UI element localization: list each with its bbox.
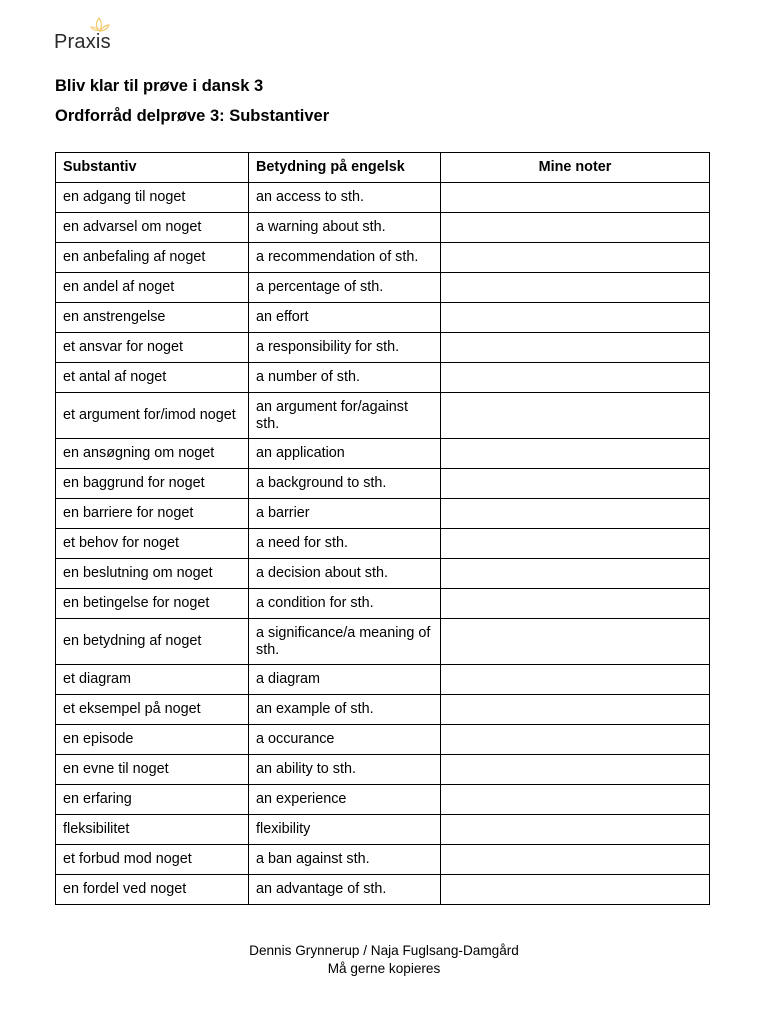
cell-betydning: an access to sth. — [249, 183, 441, 213]
cell-substantiv: en fordel ved noget — [56, 875, 249, 905]
table-row — [56, 815, 710, 845]
cell-mine-noter[interactable] — [441, 529, 710, 559]
cell-mine-noter[interactable] — [441, 785, 710, 815]
cell-substantiv: et forbud mod noget — [56, 845, 249, 875]
cell-mine-noter[interactable] — [441, 303, 710, 333]
cell-mine-noter[interactable] — [441, 875, 710, 905]
cell-betydning: flexibility — [249, 815, 441, 845]
table-row — [56, 213, 710, 243]
table-header-row — [56, 153, 710, 183]
cell-mine-noter[interactable] — [441, 213, 710, 243]
table-row — [56, 333, 710, 363]
cell-betydning: a ban against sth. — [249, 845, 441, 875]
cell-substantiv: en anstrengelse — [56, 303, 249, 333]
cell-mine-noter[interactable] — [441, 725, 710, 755]
cell-substantiv: en baggrund for noget — [56, 469, 249, 499]
cell-mine-noter[interactable] — [441, 333, 710, 363]
cell-mine-noter[interactable] — [441, 665, 710, 695]
cell-mine-noter[interactable] — [441, 559, 710, 589]
table-row — [56, 393, 710, 439]
table-row — [56, 303, 710, 333]
table-row — [56, 469, 710, 499]
vocabulary-table — [55, 152, 710, 905]
cell-betydning: a responsibility for sth. — [249, 333, 441, 363]
table-row — [56, 559, 710, 589]
cell-substantiv: et argument for/imod noget — [56, 393, 249, 439]
document-title: Bliv klar til prøve i dansk 3 — [55, 77, 264, 95]
table-row — [56, 875, 710, 905]
cell-mine-noter[interactable] — [441, 619, 710, 665]
cell-substantiv: en evne til noget — [56, 755, 249, 785]
cell-substantiv: en ansøgning om noget — [56, 439, 249, 469]
table-row — [56, 529, 710, 559]
cell-substantiv: en betingelse for noget — [56, 589, 249, 619]
table-row — [56, 589, 710, 619]
cell-substantiv: et diagram — [56, 665, 249, 695]
cell-betydning: an effort — [249, 303, 441, 333]
cell-betydning: a percentage of sth. — [249, 273, 441, 303]
table-row — [56, 363, 710, 393]
cell-mine-noter[interactable] — [441, 273, 710, 303]
leaf-logo-icon — [90, 14, 110, 32]
praxis-logo — [54, 14, 124, 54]
cell-substantiv: et eksempel på noget — [56, 695, 249, 725]
vocabulary-table-body — [56, 183, 710, 905]
header-mine-noter: Mine noter — [441, 153, 710, 183]
cell-betydning: a decision about sth. — [249, 559, 441, 589]
cell-substantiv: en erfaring — [56, 785, 249, 815]
table-row — [56, 755, 710, 785]
cell-substantiv: en anbefaling af noget — [56, 243, 249, 273]
cell-betydning: an application — [249, 439, 441, 469]
cell-substantiv: en advarsel om noget — [56, 213, 249, 243]
cell-substantiv: en episode — [56, 725, 249, 755]
cell-mine-noter[interactable] — [441, 845, 710, 875]
cell-mine-noter[interactable] — [441, 183, 710, 213]
table-row — [56, 845, 710, 875]
cell-betydning: a background to sth. — [249, 469, 441, 499]
cell-betydning: an argument for/against sth. — [249, 393, 441, 439]
cell-substantiv: et behov for noget — [56, 529, 249, 559]
cell-mine-noter[interactable] — [441, 499, 710, 529]
cell-substantiv: en barriere for noget — [56, 499, 249, 529]
cell-mine-noter[interactable] — [441, 815, 710, 845]
cell-betydning: an experience — [249, 785, 441, 815]
cell-betydning: a condition for sth. — [249, 589, 441, 619]
cell-betydning: an ability to sth. — [249, 755, 441, 785]
cell-substantiv: en beslutning om noget — [56, 559, 249, 589]
header-substantiv: Substantiv — [56, 153, 249, 183]
cell-betydning: a warning about sth. — [249, 213, 441, 243]
cell-mine-noter[interactable] — [441, 393, 710, 439]
cell-mine-noter[interactable] — [441, 695, 710, 725]
cell-substantiv: fleksibilitet — [56, 815, 249, 845]
cell-substantiv: et ansvar for noget — [56, 333, 249, 363]
table-row — [56, 785, 710, 815]
cell-mine-noter[interactable] — [441, 755, 710, 785]
cell-betydning: a diagram — [249, 665, 441, 695]
cell-substantiv: en andel af noget — [56, 273, 249, 303]
cell-mine-noter[interactable] — [441, 243, 710, 273]
footer-authors: Dennis Grynnerup / Naja Fuglsang-Damgård — [249, 943, 519, 958]
table-row — [56, 243, 710, 273]
cell-mine-noter[interactable] — [441, 363, 710, 393]
table-row — [56, 439, 710, 469]
cell-betydning: a barrier — [249, 499, 441, 529]
cell-betydning: an example of sth. — [249, 695, 441, 725]
cell-mine-noter[interactable] — [441, 469, 710, 499]
table-row — [56, 725, 710, 755]
cell-betydning: a significance/a meaning of sth. — [249, 619, 441, 665]
cell-betydning: a need for sth. — [249, 529, 441, 559]
table-row — [56, 665, 710, 695]
cell-betydning: an advantage of sth. — [249, 875, 441, 905]
cell-substantiv: en adgang til noget — [56, 183, 249, 213]
footer-copy-note: Må gerne kopieres — [327, 961, 441, 976]
cell-mine-noter[interactable] — [441, 439, 710, 469]
header-betydning: Betydning på engelsk — [249, 153, 441, 183]
table-row — [56, 183, 710, 213]
table-row — [56, 619, 710, 665]
cell-betydning: a recommendation of sth. — [249, 243, 441, 273]
cell-substantiv: et antal af noget — [56, 363, 249, 393]
table-row — [56, 273, 710, 303]
table-row — [56, 499, 710, 529]
document-subtitle: Ordforråd delprøve 3: Substantiver — [55, 107, 330, 125]
logo-text: Praxis — [54, 31, 111, 53]
table-row — [56, 695, 710, 725]
cell-substantiv: en betydning af noget — [56, 619, 249, 665]
cell-betydning: a occurance — [249, 725, 441, 755]
cell-betydning: a number of sth. — [249, 363, 441, 393]
cell-mine-noter[interactable] — [441, 589, 710, 619]
